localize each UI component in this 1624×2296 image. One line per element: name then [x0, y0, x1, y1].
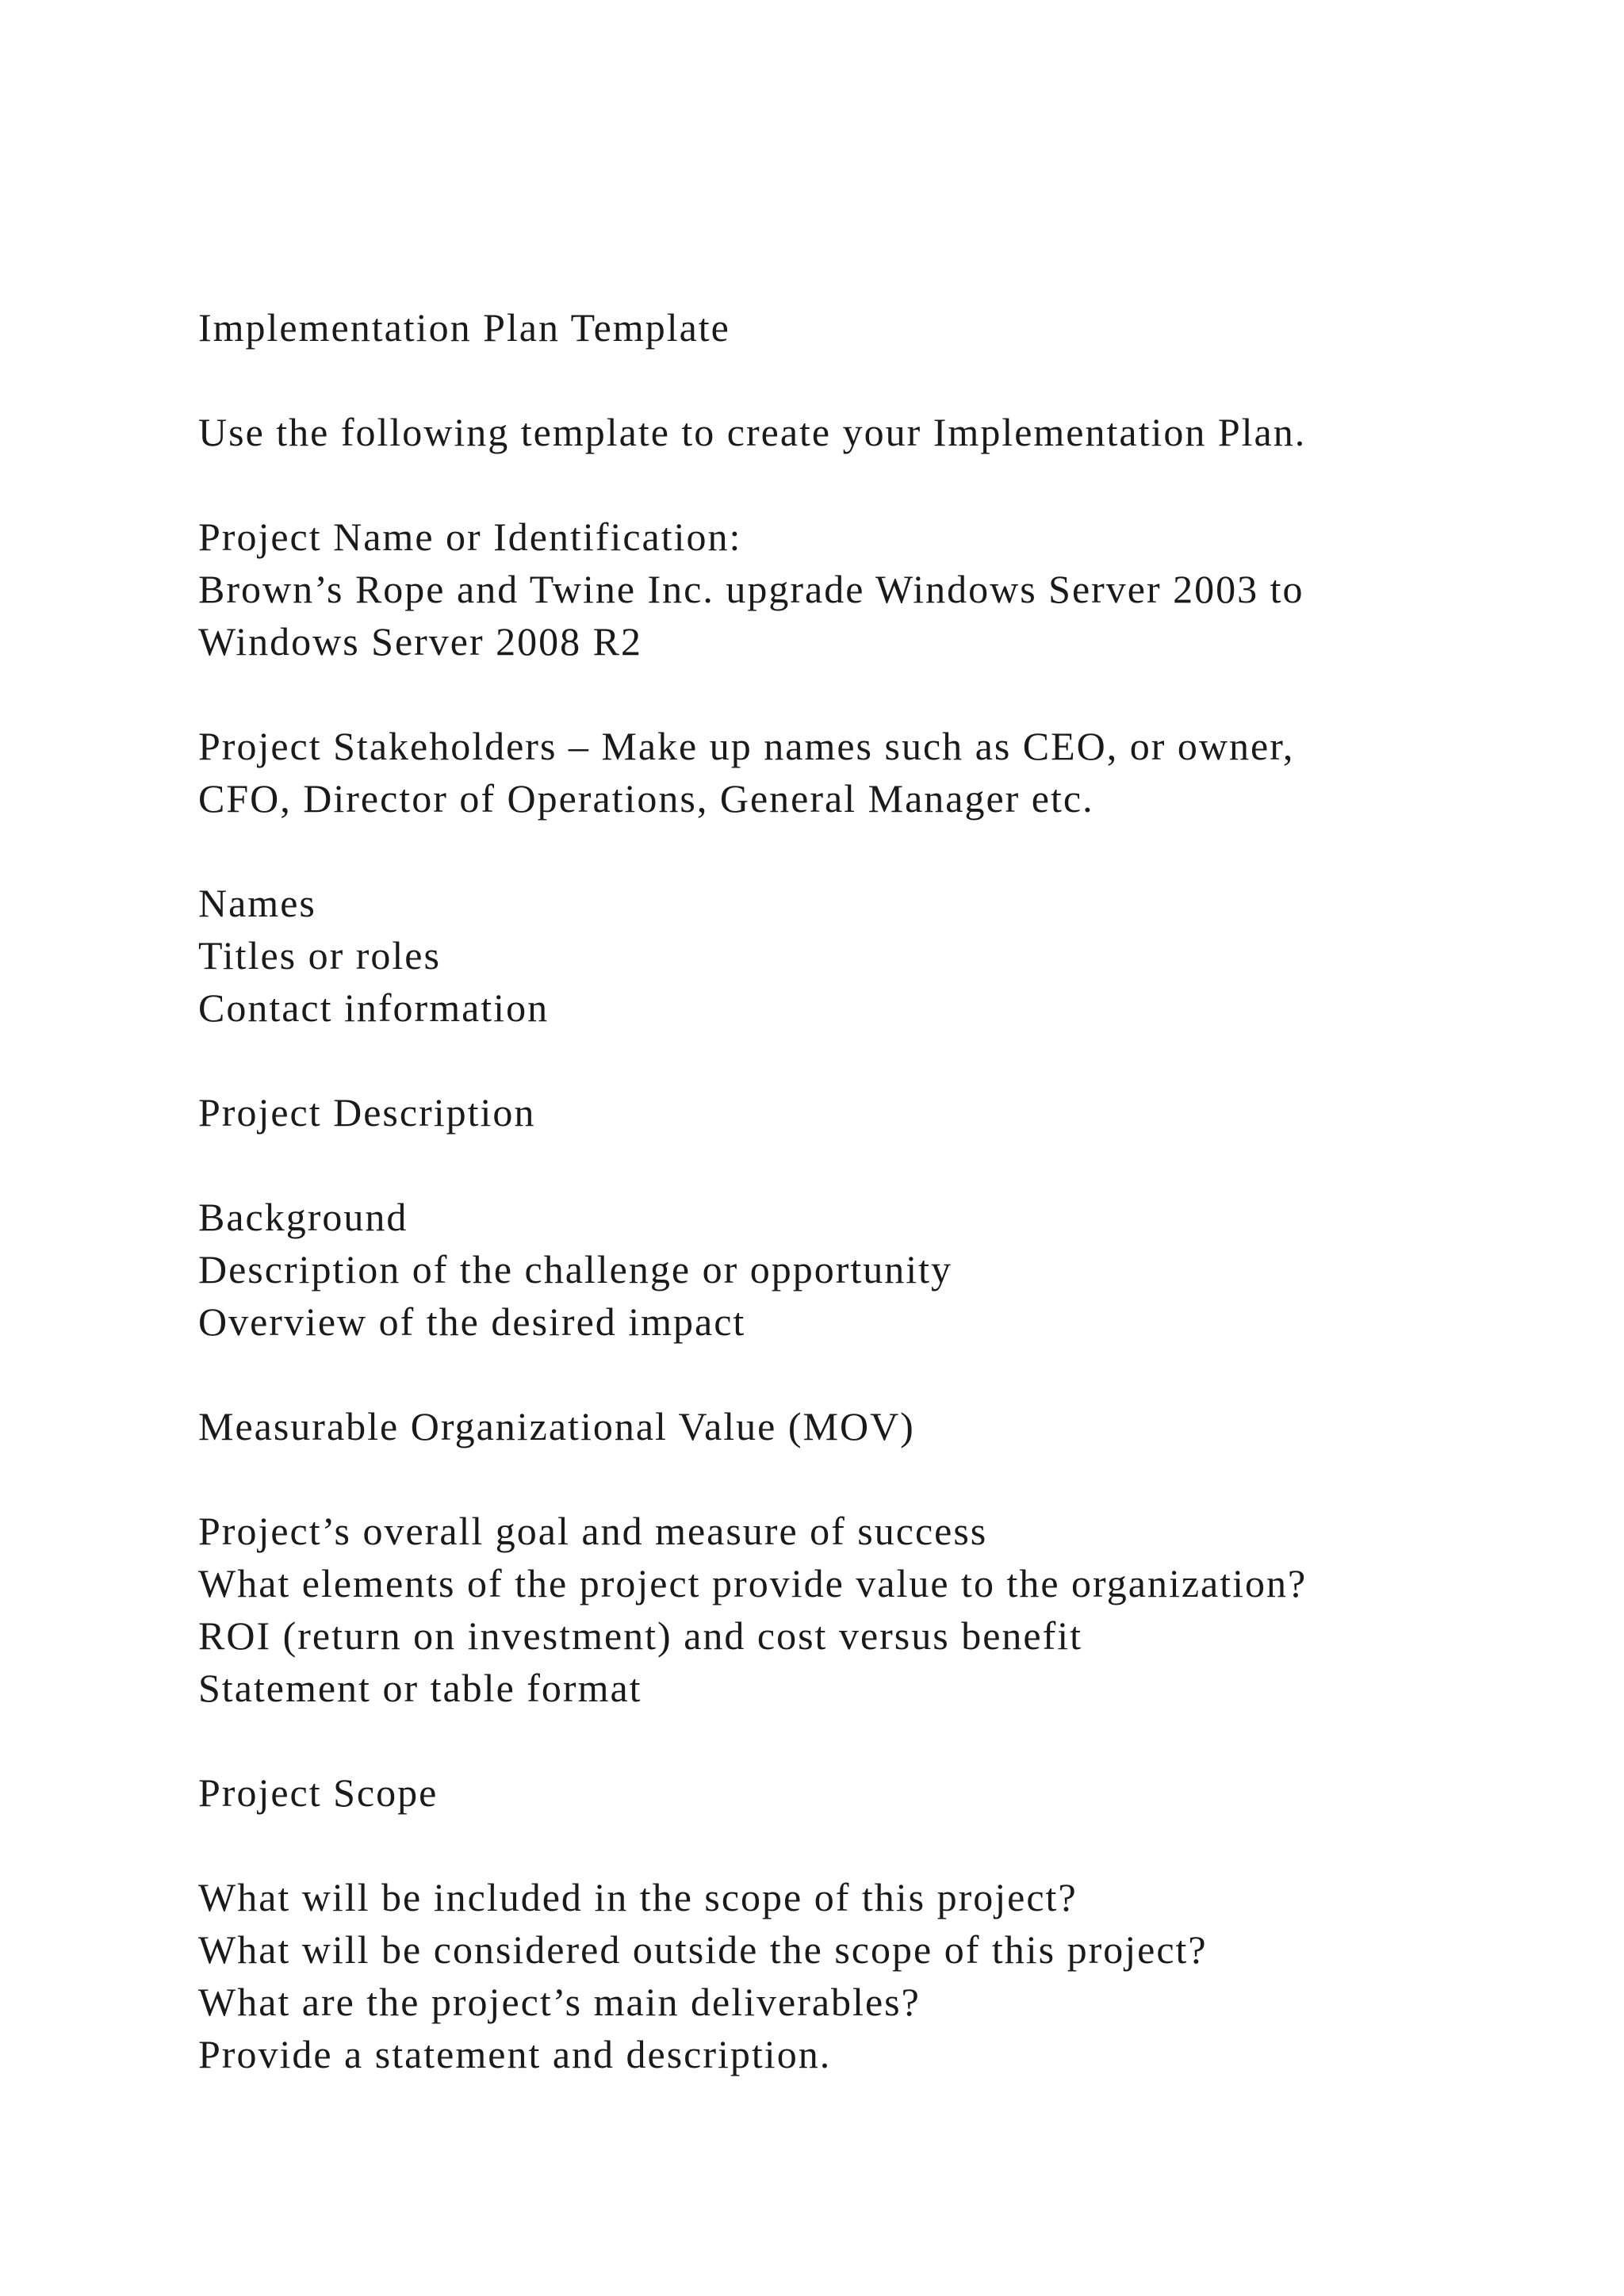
mov-item: Statement or table format — [198, 1666, 642, 1710]
scope-item: What will be included in the scope of this project? — [198, 1875, 1078, 1919]
stakeholders-item: Titles or roles — [198, 933, 441, 978]
spacer — [198, 1819, 1546, 1871]
spacer — [198, 354, 1546, 406]
scope-item: What are the project’s main deliverables? — [198, 1980, 921, 2024]
document-title: Implementation Plan Template — [198, 305, 730, 350]
project-name-line: Brown’s Rope and Twine Inc. upgrade Windows Server 2003 to — [198, 567, 1304, 611]
spacer — [198, 458, 1546, 511]
mov-item: ROI (return on investment) and cost versus benefit — [198, 1613, 1083, 1658]
spacer — [198, 668, 1546, 720]
description-item: Description of the challenge or opportunity — [198, 1247, 953, 1292]
scope-item: Provide a statement and description. — [198, 2032, 832, 2076]
spacer — [198, 825, 1546, 877]
spacer — [198, 1452, 1546, 1505]
mov-item: What elements of the project provide value to the organization? — [198, 1561, 1308, 1605]
spacer — [198, 1138, 1546, 1191]
stakeholders-heading-line: CFO, Director of Operations, General Manager etc. — [198, 776, 1094, 821]
document-body — [198, 301, 1546, 2080]
scope-heading: Project Scope — [198, 1770, 439, 1815]
description-heading: Project Description — [198, 1090, 536, 1135]
description-item: Overview of the desired impact — [198, 1299, 746, 1344]
project-name-line: Windows Server 2008 R2 — [198, 619, 642, 664]
spacer — [198, 1714, 1546, 1766]
intro-text: Use the following template to create your Implementation Plan. — [198, 410, 1307, 454]
stakeholders-item: Names — [198, 881, 316, 925]
project-name-heading: Project Name or Identification: — [198, 515, 742, 559]
spacer — [198, 1348, 1546, 1400]
mov-heading: Measurable Organizational Value (MOV) — [198, 1404, 915, 1448]
stakeholders-heading-line: Project Stakeholders – Make up names such as CEO, or owner, — [198, 724, 1295, 768]
mov-item: Project’s overall goal and measure of success — [198, 1509, 988, 1553]
description-item: Background — [198, 1195, 408, 1239]
spacer — [198, 1034, 1546, 1086]
stakeholders-item: Contact information — [198, 985, 550, 1030]
scope-item: What will be considered outside the scope of this project? — [198, 1927, 1208, 1972]
